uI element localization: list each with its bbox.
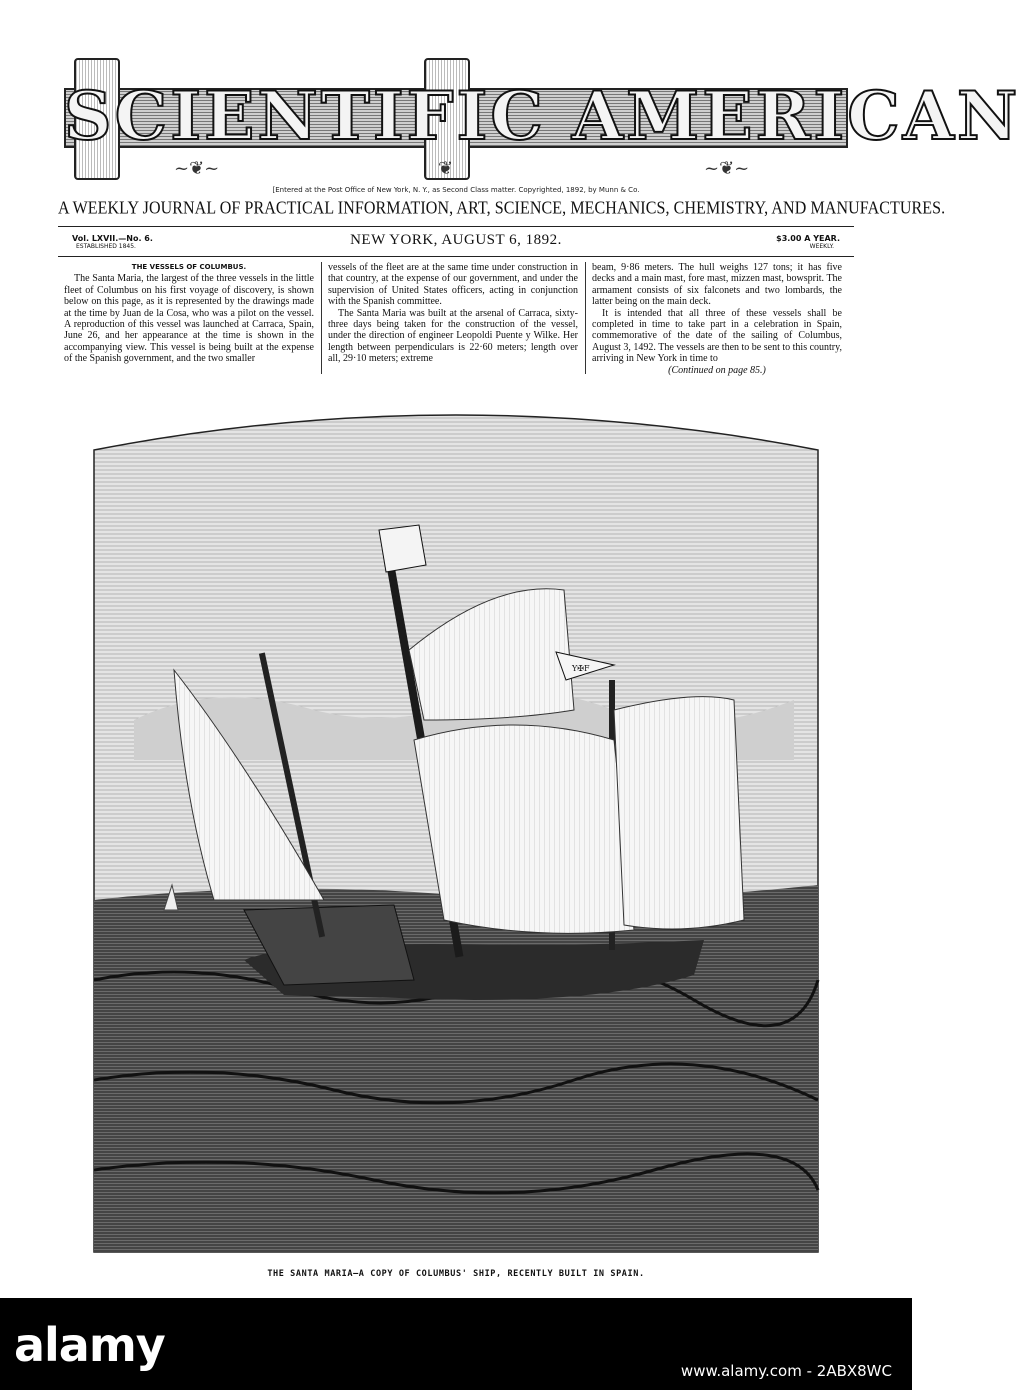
flourish-icon: ~❦~ [704,158,750,179]
price: $3.00 A YEAR. [776,234,840,243]
watermark-bar [0,1298,912,1390]
continued-note: (Continued on page 85.) [668,364,766,376]
article-column-1 [64,262,314,365]
santa-maria-illustration [94,380,818,1252]
rule [58,226,854,227]
frequency: WEEKLY. [809,243,834,250]
column-divider [321,262,322,374]
journal-subtitle: A WEEKLY JOURNAL OF PRACTICAL INFORMATION, ART, SCIENCE, MECHANICS, CHEMISTRY, AND MANUFACTURES. [58,198,946,219]
alamy-logo: alamy [14,1318,165,1372]
dateline: NEW YORK, AUGUST 6, 1892. [350,232,562,248]
fore-sail [614,697,744,929]
article-column-2 [328,262,578,365]
main-sail [414,725,634,933]
image-id: www.alamy.com - 2ABX8WC [680,1362,892,1380]
article-paragraph: vessels of the fleet are at the same time under construction in that country, at the expense of our government, and under the supervision of United States officers, acting in conjunction with the Spanish committee. [328,262,578,308]
rule [58,256,854,257]
established-year: ESTABLISHED 1845. [76,243,136,250]
illustration-caption: THE SANTA MARIA—A COPY OF COLUMBUS' SHIP, RECENTLY BUILT IN SPAIN. [267,1269,645,1279]
pennant-text: Y✠F [572,664,590,673]
masthead [64,58,1020,179]
volume-number: Vol. LXVII.—No. 6. [72,234,153,243]
article-paragraph: The Santa Maria was built at the arsenal of Carraca, sixty-three days being taken for the construction of the vessel, under the direction of engineer Leopoldi Puente y Wilke. Her length between perpendiculars is 22·60 meters; length over all, 29·10 meters; extreme [328,307,578,365]
royal-flag-icon [379,525,426,572]
flourish-icon: ❦ [438,158,454,179]
article-paragraph: It is intended that all three of these vessels shall be completed in time to take part in a celebration in Spain, commemorative of the date of the sailing of Columbus, August 3, 1492. The vessels are then to be sent to this country, arriving in New York in time to [592,307,842,365]
column-divider [585,262,586,374]
flourish-icon: ~❦~ [174,158,220,179]
entered-line: [Entered at the Post Office of New York, N. Y., as Second Class matter. Copyrighted, 1892, by Munn & Co. [272,186,640,194]
article-paragraph: beam, 9·86 meters. The hull weighs 127 tons; it has five decks and a main mast, fore mast, mizzen mast, bowsprit. The armament consists of six falconets and two lombards, the latter being on the main deck. [592,262,842,308]
article-column-3 [592,262,842,376]
article-paragraph: The Santa Maria, the largest of the three vessels in the little fleet of Columbus on his first voyage of discovery, is shown below on this page, as it is represented by the drawings made at the time by Juan de la Cosa, who was a pilot on the vessel. A reproduction of this vessel was launched at Carraca, Spain, June 26, and her appearance at the time is shown in the accompanying view. This vessel is being built at the expense of the Spanish government, and the two smaller [64,273,314,365]
masthead-title: SCIENTIFIC AMERICAN [64,77,1020,155]
article-title: THE VESSELS OF COLUMBUS. [131,263,247,271]
